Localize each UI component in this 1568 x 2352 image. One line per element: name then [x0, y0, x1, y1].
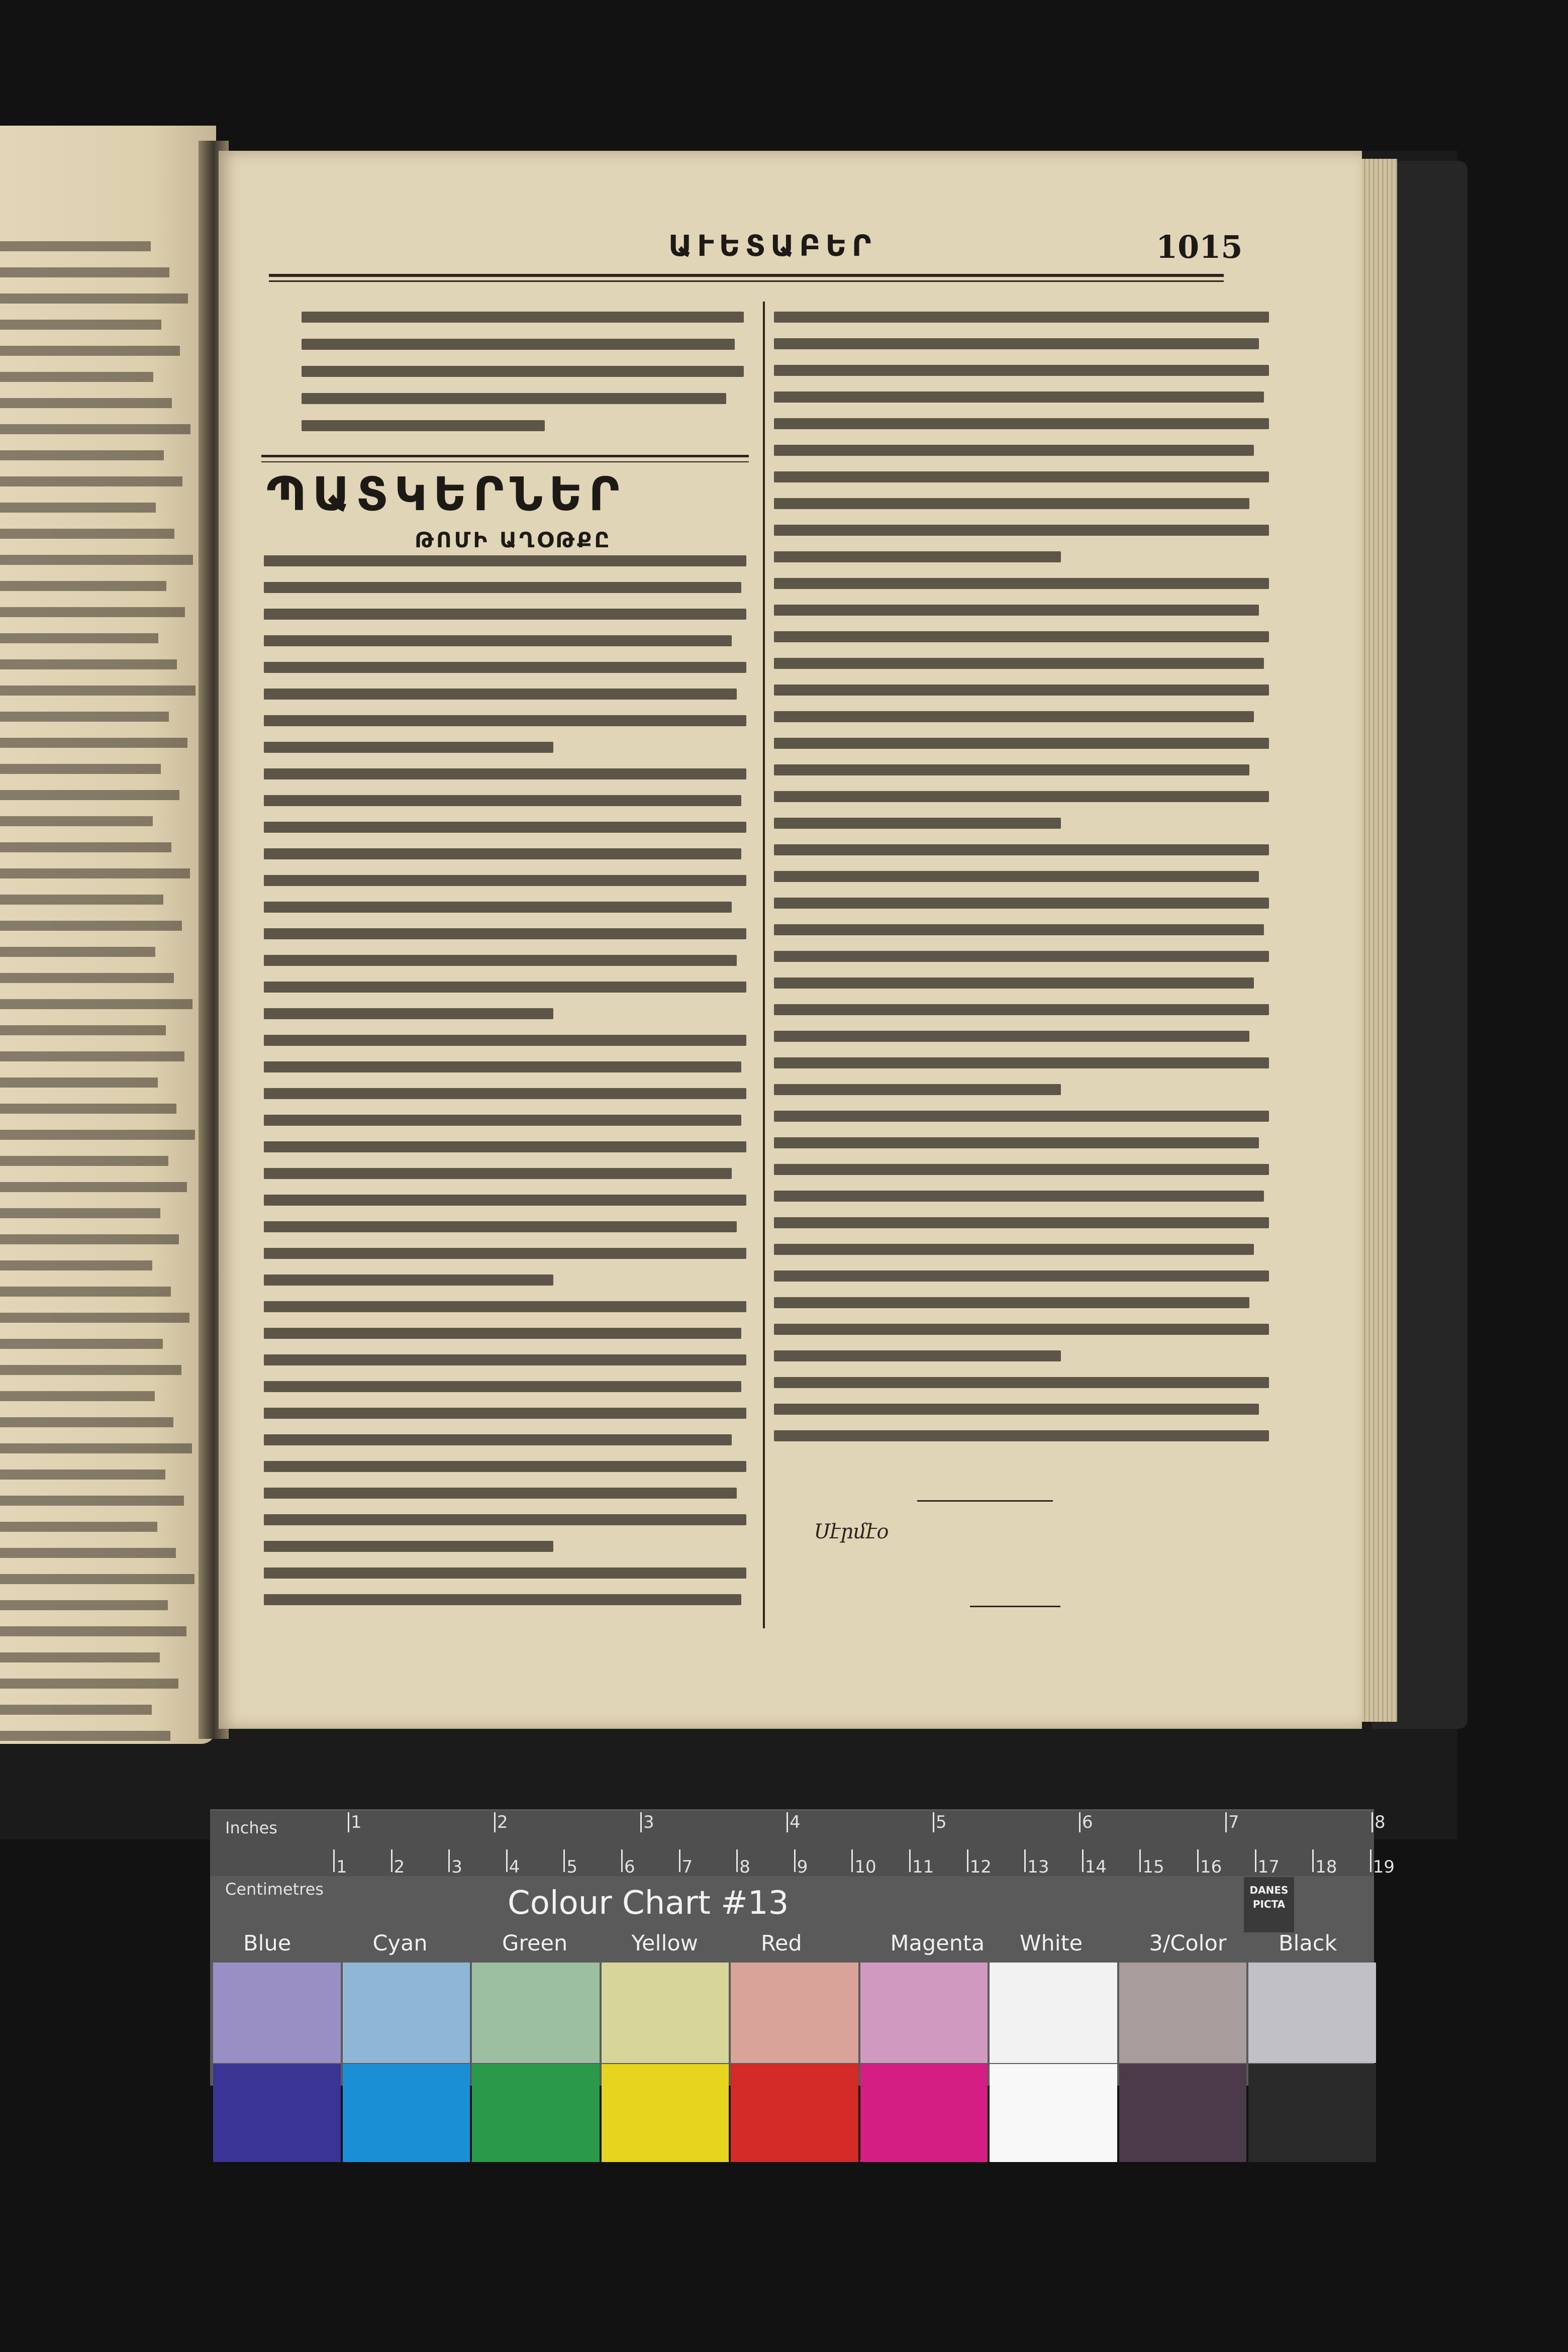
inch-number: 6: [1082, 1812, 1093, 1832]
cm-tick: [448, 1849, 450, 1872]
cm-number: 7: [681, 1857, 693, 1877]
text-line: [774, 924, 1264, 935]
cm-number: 16: [1200, 1857, 1222, 1877]
cm-tick: [1139, 1849, 1141, 1872]
text-line: [774, 631, 1269, 642]
section-rule-thin: [261, 461, 749, 462]
centimetres-label: Centimetres: [225, 1880, 324, 1899]
left-page-text-line: [0, 738, 187, 748]
swatch-label: 3/Color: [1149, 1931, 1227, 1956]
text-line: [774, 1084, 1061, 1095]
article-author: ԹՈՄԻ ԱՂՕԹՔԸ: [415, 528, 612, 552]
cm-tick: [679, 1849, 680, 1872]
text-line: [264, 715, 746, 726]
text-line: [264, 1115, 741, 1126]
cm-tick: [1255, 1849, 1256, 1872]
text-line: [264, 982, 746, 993]
left-page-text-line: [0, 1025, 166, 1035]
inch-number: 1: [351, 1812, 362, 1832]
left-page-text-line: [0, 1391, 155, 1401]
left-page-text-line: [0, 764, 161, 774]
text-line: [774, 1244, 1254, 1255]
text-line: [774, 312, 1269, 323]
text-line: [264, 1275, 553, 1286]
text-line: [774, 951, 1269, 962]
left-page-text-line: [0, 1731, 170, 1741]
swatch-dark: [472, 2064, 600, 2162]
swatch-dark: [860, 2064, 988, 2162]
text-line: [264, 662, 746, 673]
swatch-label: Blue: [243, 1931, 291, 1956]
cm-tick: [506, 1849, 508, 1872]
colour-chart-title: Colour Chart #13: [508, 1885, 789, 1922]
text-line: [302, 420, 545, 431]
text-line: [774, 764, 1249, 775]
left-page-text-line: [0, 529, 174, 539]
inch-number: 2: [497, 1812, 508, 1832]
swatch-label: Red: [761, 1931, 802, 1956]
text-line: [264, 875, 746, 886]
text-line: [264, 1008, 553, 1019]
text-line: [774, 1270, 1269, 1282]
text-line: [264, 848, 741, 859]
swatch-light: [343, 1963, 470, 2063]
page-number: 1015: [1156, 229, 1243, 265]
cm-number: 2: [394, 1857, 405, 1877]
left-page-text-line: [0, 1208, 160, 1218]
text-line: [264, 635, 732, 646]
swatch-dark: [1119, 2064, 1247, 2162]
inch-number: 5: [936, 1812, 947, 1832]
text-line: [774, 844, 1269, 855]
text-line: [774, 1031, 1249, 1042]
text-line: [774, 1111, 1269, 1122]
text-line: [774, 898, 1269, 909]
inches-label: Inches: [225, 1818, 277, 1837]
swatch-dark: [731, 2064, 858, 2162]
cm-tick: [1197, 1849, 1199, 1872]
text-line: [264, 822, 746, 833]
left-page-text-line: [0, 267, 169, 277]
text-line: [264, 1328, 741, 1339]
text-line: [264, 1221, 737, 1232]
swatch-label: Magenta: [890, 1931, 985, 1956]
text-line: [302, 393, 726, 404]
text-line: [774, 525, 1269, 536]
text-line: [774, 391, 1264, 403]
cm-tick: [1370, 1849, 1371, 1872]
inch-number: 8: [1375, 1812, 1386, 1832]
left-page: [0, 126, 216, 1744]
text-line: [264, 1301, 746, 1312]
text-line: [774, 1164, 1269, 1175]
text-line: [264, 1381, 741, 1392]
text-line: [302, 312, 744, 323]
text-line: [774, 658, 1264, 669]
cm-tick: [909, 1849, 911, 1872]
inch-number: 7: [1228, 1812, 1239, 1832]
left-page-text-line: [0, 503, 156, 513]
swatch-dark: [213, 2064, 341, 2162]
text-line: [264, 1434, 732, 1445]
text-line: [264, 1461, 746, 1472]
cm-number: 6: [624, 1857, 635, 1877]
inch-number: 3: [643, 1812, 654, 1832]
text-line: [264, 928, 746, 939]
inch-tick: [787, 1812, 788, 1832]
left-page-text-line: [0, 424, 190, 434]
left-page-text-line: [0, 842, 171, 852]
inch-tick: [494, 1812, 496, 1832]
text-line: [264, 1408, 746, 1419]
left-page-text-line: [0, 1469, 165, 1480]
text-line: [264, 1488, 737, 1499]
cm-number: 1: [336, 1857, 347, 1877]
text-line: [264, 689, 737, 700]
swatch-label: Cyan: [372, 1931, 428, 1956]
left-page-text-line: [0, 973, 174, 983]
text-line: [774, 445, 1254, 456]
left-page-text-line: [0, 790, 179, 800]
text-line: [774, 578, 1269, 589]
cm-tick: [794, 1849, 796, 1872]
left-page-text-line: [0, 1600, 168, 1610]
swatch-dark: [343, 2064, 470, 2162]
text-line: [264, 1567, 746, 1579]
left-page-text-line: [0, 398, 172, 408]
text-line: [774, 605, 1259, 616]
running-title: ԱՒԵՏԱԲԵՐ: [668, 229, 876, 263]
left-page-text-line: [0, 895, 163, 905]
left-page-text-line: [0, 1548, 176, 1558]
inch-tick: [1225, 1812, 1227, 1832]
inch-tick: [1371, 1812, 1373, 1832]
swatch-dark: [602, 2064, 729, 2162]
header-rule-thin: [269, 280, 1224, 282]
text-line: [264, 609, 746, 620]
text-line: [774, 738, 1269, 749]
cm-number: 5: [566, 1857, 578, 1877]
inch-tick: [1079, 1812, 1081, 1832]
text-line: [774, 1217, 1269, 1228]
swatch-light: [602, 1963, 729, 2063]
cm-tick: [1312, 1849, 1314, 1872]
text-line: [774, 1350, 1061, 1361]
left-page-text-line: [0, 1365, 181, 1375]
text-line: [264, 1514, 746, 1525]
cm-number: 17: [1257, 1857, 1280, 1877]
left-page-text-line: [0, 921, 182, 931]
left-page-text-line: [0, 1260, 152, 1270]
text-line: [774, 365, 1269, 376]
text-line: [774, 791, 1269, 802]
text-line: [302, 366, 744, 377]
left-page-text-line: [0, 241, 151, 251]
text-line: [264, 582, 741, 593]
inch-tick: [640, 1812, 642, 1832]
column-left-body: [264, 555, 746, 1626]
left-page-text-line: [0, 633, 158, 643]
cm-number: 13: [1027, 1857, 1049, 1877]
text-line: [774, 1324, 1269, 1335]
section-title: ՊԱՏԿԵՐՆԵՐ: [266, 467, 626, 521]
text-line: [264, 1035, 746, 1046]
left-page-text-line: [0, 555, 193, 565]
text-line: [774, 1057, 1269, 1068]
left-page-text-line: [0, 1156, 168, 1166]
text-line: [264, 1195, 746, 1206]
text-line: [264, 1541, 553, 1552]
left-page-text-line: [0, 1287, 171, 1297]
swatch-dark: [990, 2064, 1117, 2162]
cm-number: 19: [1373, 1857, 1395, 1877]
inch-tick: [348, 1812, 349, 1832]
text-line: [264, 1248, 746, 1259]
left-page-text-line: [0, 1417, 173, 1427]
left-page-text-line: [0, 607, 185, 617]
text-line: [264, 1141, 746, 1152]
left-page-text-line: [0, 1130, 195, 1140]
text-line: [264, 795, 741, 806]
text-line: [774, 1430, 1269, 1441]
cm-number: 11: [912, 1857, 934, 1877]
left-page-text-line: [0, 1077, 158, 1088]
cm-tick: [736, 1849, 738, 1872]
end-rule: [970, 1606, 1060, 1607]
text-line: [774, 1191, 1264, 1202]
left-page-text-line: [0, 372, 153, 382]
cm-number: 10: [854, 1857, 876, 1877]
left-page-text-line: [0, 1443, 192, 1453]
text-line: [774, 418, 1269, 429]
left-page-text-line: [0, 1626, 186, 1636]
closing-rule: [917, 1500, 1053, 1502]
cm-tick: [851, 1849, 853, 1872]
swatch-label: Green: [502, 1931, 568, 1956]
cm-number: 8: [739, 1857, 750, 1877]
cm-tick: [1024, 1849, 1026, 1872]
left-page-text-line: [0, 1234, 179, 1244]
swatch-light: [860, 1963, 988, 2063]
text-line: [774, 1137, 1259, 1148]
section-rule: [261, 455, 749, 457]
left-page-text-line: [0, 476, 182, 486]
text-line: [264, 1168, 732, 1179]
text-line: [774, 498, 1249, 509]
text-line: [264, 902, 732, 913]
cm-number: 14: [1085, 1857, 1107, 1877]
cm-number: 3: [451, 1857, 462, 1877]
column-divider: [763, 302, 765, 1628]
text-line: [264, 955, 737, 966]
swatch-light: [990, 1963, 1117, 2063]
inch-tick: [933, 1812, 934, 1832]
cm-tick: [967, 1849, 968, 1872]
text-line: [774, 471, 1269, 482]
column-right-body: [774, 312, 1269, 1473]
left-page-text-line: [0, 293, 188, 304]
left-page-text-line: [0, 1182, 187, 1192]
left-page-text-line: [0, 1051, 184, 1061]
text-line: [264, 555, 746, 566]
text-line: [264, 1088, 746, 1099]
swatch-dark: [1248, 2064, 1376, 2162]
cm-tick: [333, 1849, 335, 1872]
swatch-label: White: [1020, 1931, 1083, 1956]
left-page-text-line: [0, 1574, 194, 1584]
column-left-top: [302, 312, 744, 457]
text-line: [774, 338, 1259, 349]
left-page-text-line: [0, 1652, 160, 1662]
text-line: [774, 1297, 1249, 1308]
text-line: [774, 1377, 1269, 1388]
cm-number: 4: [509, 1857, 520, 1877]
text-line: [264, 1594, 741, 1605]
text-line: [264, 742, 553, 753]
swatch-light: [472, 1963, 600, 2063]
left-page-text-line: [0, 816, 153, 826]
text-line: [774, 977, 1254, 989]
header-rule: [269, 274, 1224, 277]
cm-number: 15: [1142, 1857, 1164, 1877]
left-page-text-line: [0, 1522, 157, 1532]
left-page-text-line: [0, 1496, 184, 1506]
cm-tick: [563, 1849, 565, 1872]
swatch-light: [1248, 1963, 1376, 2063]
text-line: [302, 339, 735, 350]
left-page-text-line: [0, 712, 169, 722]
swatch-label: Black: [1279, 1931, 1337, 1956]
left-page-text-line: [0, 947, 155, 957]
left-page-text-line: [0, 1705, 152, 1715]
swatch-light: [1119, 1963, 1247, 2063]
cm-tick: [621, 1849, 623, 1872]
swatch-label: Yellow: [631, 1931, 698, 1956]
left-page-text-line: [0, 685, 195, 696]
text-line: [774, 1404, 1259, 1415]
cm-tick: [1082, 1849, 1084, 1872]
cm-tick: [391, 1849, 393, 1872]
left-page-text-line: [0, 1313, 189, 1323]
left-page-text-line: [0, 999, 192, 1009]
left-page-text-line: [0, 346, 180, 356]
left-page-text-line: [0, 659, 177, 669]
left-page-text-line: [0, 1104, 176, 1114]
text-line: [774, 711, 1254, 722]
article-signoff: Սէրմէօ: [814, 1520, 889, 1543]
cm-number: 18: [1315, 1857, 1337, 1877]
text-line: [774, 818, 1061, 829]
left-page-text-line: [0, 450, 164, 460]
swatch-light: [731, 1963, 858, 2063]
left-page-text-line: [0, 581, 166, 591]
swatch-light: [213, 1963, 341, 2063]
text-line: [264, 768, 746, 779]
left-page-text-line: [0, 868, 190, 878]
danes-picta-logo: DANES PICTA: [1244, 1877, 1294, 1932]
left-page-text-line: [0, 1679, 178, 1689]
cm-number: 9: [797, 1857, 808, 1877]
text-line: [774, 551, 1061, 562]
text-line: [774, 1004, 1269, 1015]
cm-number: 12: [969, 1857, 992, 1877]
text-line: [264, 1061, 741, 1072]
text-line: [774, 684, 1269, 696]
left-page-text-line: [0, 320, 161, 330]
inch-number: 4: [790, 1812, 801, 1832]
left-page-text-line: [0, 1339, 163, 1349]
text-line: [774, 871, 1259, 882]
text-line: [264, 1354, 746, 1365]
